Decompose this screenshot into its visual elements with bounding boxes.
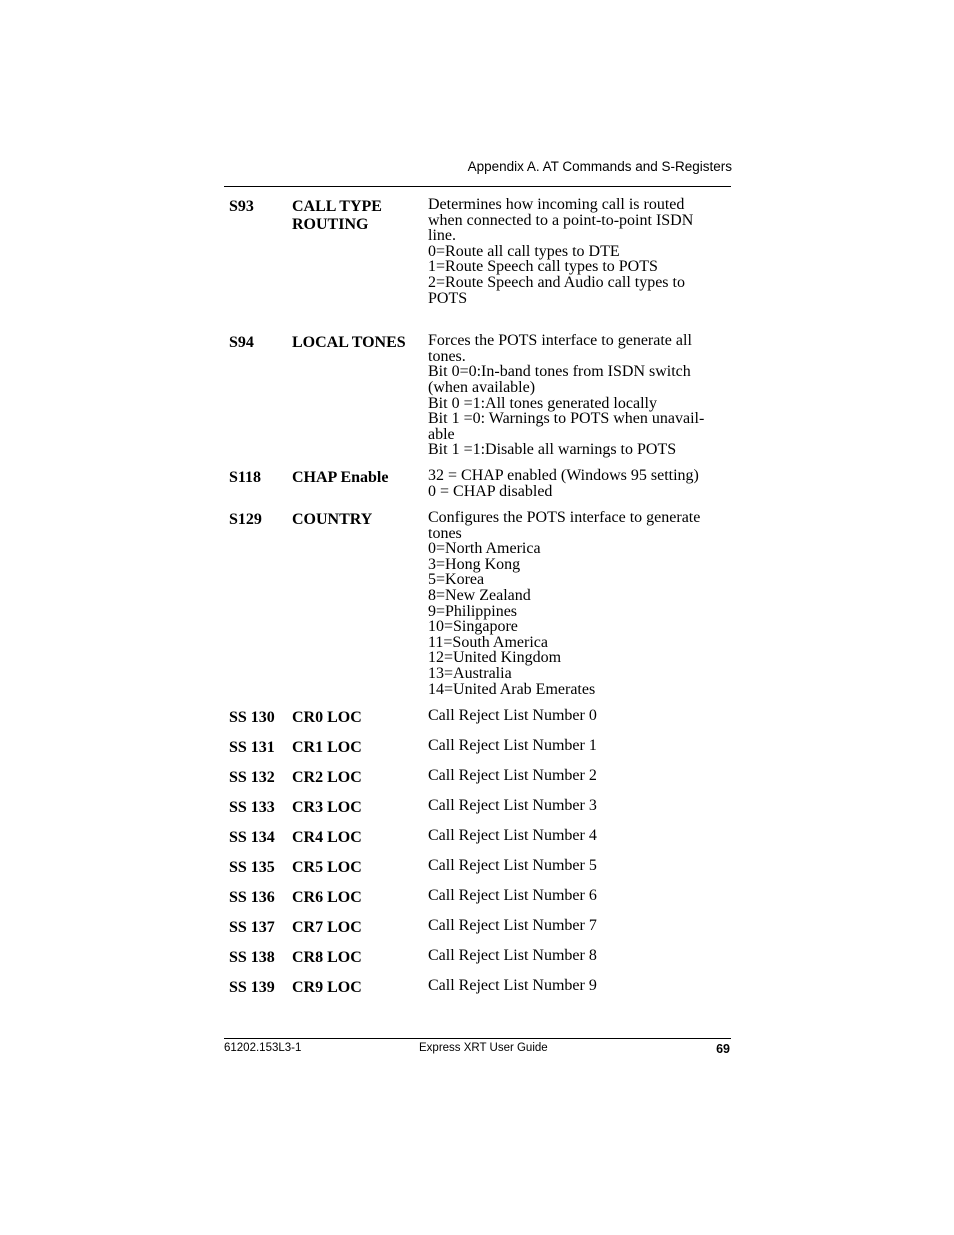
description-line: Call Reject List Number 2 bbox=[428, 767, 597, 785]
register-row bbox=[229, 333, 729, 458]
description-line: Bit 1 =0: Warnings to POTS when unavail- bbox=[428, 410, 705, 428]
description-line: 8=New Zealand bbox=[428, 587, 531, 605]
register-name-line: CR0 LOC bbox=[292, 709, 362, 727]
description-line: Determines how incoming call is routed bbox=[428, 196, 685, 213]
register-id: S129 bbox=[229, 511, 262, 529]
register-name-line: CALL TYPE bbox=[292, 198, 382, 215]
description-line: tones. bbox=[428, 347, 466, 365]
description-line: tones bbox=[428, 524, 462, 542]
description-line: Call Reject List Number 4 bbox=[428, 827, 597, 845]
register-description bbox=[428, 708, 729, 727]
register-row bbox=[229, 738, 729, 757]
register-name bbox=[292, 333, 428, 458]
description-line: 32 = CHAP enabled (Windows 95 setting) bbox=[428, 466, 699, 484]
description-line: 3=Hong Kong bbox=[428, 555, 521, 573]
register-name bbox=[292, 708, 428, 727]
register-name-line: CHAP Enable bbox=[292, 468, 389, 486]
register-name-line: CR6 LOC bbox=[292, 889, 362, 907]
register-id: SS 131 bbox=[229, 739, 275, 757]
register-id: S118 bbox=[229, 468, 262, 486]
register-row bbox=[229, 768, 729, 787]
register-name bbox=[292, 510, 428, 697]
register-name-line: LOCAL TONES bbox=[292, 334, 406, 352]
register-name-line: ROUTING bbox=[292, 216, 369, 233]
description-line: 11=South America bbox=[428, 633, 548, 651]
register-name bbox=[292, 888, 428, 907]
register-name-line: CR1 LOC bbox=[292, 739, 362, 757]
register-description bbox=[428, 858, 729, 877]
register-id: SS 130 bbox=[229, 709, 275, 727]
register-row bbox=[229, 978, 729, 997]
description-line: (when available) bbox=[428, 378, 536, 396]
description-line: 5=Korea bbox=[428, 571, 485, 589]
register-name bbox=[292, 738, 428, 757]
document-number: 61202.153L3-1 bbox=[224, 1042, 302, 1054]
description-line: Call Reject List Number 5 bbox=[428, 857, 597, 875]
register-row bbox=[229, 708, 729, 727]
description-line: Call Reject List Number 0 bbox=[428, 707, 597, 725]
register-row bbox=[229, 948, 729, 967]
header-divider bbox=[224, 186, 731, 187]
register-row bbox=[229, 468, 729, 499]
register-name bbox=[292, 858, 428, 877]
register-name-line: CR8 LOC bbox=[292, 949, 362, 967]
register-id: SS 139 bbox=[229, 979, 275, 997]
register-name bbox=[292, 918, 428, 937]
description-line: 1=Route Speech call types to POTS bbox=[428, 258, 658, 276]
description-line: Forces the POTS interface to generate all bbox=[428, 332, 692, 350]
page-number: 69 bbox=[716, 1042, 730, 1056]
description-line: Call Reject List Number 7 bbox=[428, 917, 597, 935]
register-name bbox=[292, 798, 428, 817]
register-description bbox=[428, 798, 729, 817]
description-line: 0=North America bbox=[428, 540, 541, 558]
description-line: 0=Route all call types to DTE bbox=[428, 242, 620, 260]
register-id: SS 136 bbox=[229, 889, 275, 907]
register-name-line: CR5 LOC bbox=[292, 859, 362, 877]
description-line: line. bbox=[428, 227, 456, 245]
description-line: Bit 0 =1:All tones generated locally bbox=[428, 394, 657, 412]
register-id: SS 134 bbox=[229, 829, 275, 847]
register-table bbox=[229, 197, 729, 997]
register-description bbox=[428, 510, 729, 697]
register-id: SS 138 bbox=[229, 949, 275, 967]
register-id: SS 133 bbox=[229, 799, 275, 817]
register-description bbox=[428, 768, 729, 787]
register-name bbox=[292, 768, 428, 787]
guide-title: Express XRT User Guide bbox=[419, 1042, 548, 1054]
register-name-line: CR9 LOC bbox=[292, 979, 362, 997]
register-description bbox=[428, 978, 729, 997]
register-row bbox=[229, 918, 729, 937]
register-name-line: COUNTRY bbox=[292, 511, 373, 529]
register-name bbox=[292, 948, 428, 967]
register-description bbox=[428, 738, 729, 757]
register-id: SS 137 bbox=[229, 919, 275, 937]
register-row bbox=[229, 888, 729, 907]
running-header: Appendix A. AT Commands and S-Registers bbox=[467, 159, 732, 174]
description-line: Bit 1 =1:Disable all warnings to POTS bbox=[428, 441, 677, 459]
register-description bbox=[428, 197, 729, 306]
register-row bbox=[229, 510, 729, 697]
description-line: when connected to a point-to-point ISDN bbox=[428, 211, 694, 229]
description-line: 2=Route Speech and Audio call types to bbox=[428, 273, 685, 291]
register-name bbox=[292, 468, 428, 499]
description-line: Call Reject List Number 9 bbox=[428, 977, 597, 995]
description-line: 0 = CHAP disabled bbox=[428, 482, 553, 500]
register-name-line: CR4 LOC bbox=[292, 829, 362, 847]
register-name-line: CR2 LOC bbox=[292, 769, 362, 787]
register-name bbox=[292, 197, 428, 306]
description-line: Call Reject List Number 6 bbox=[428, 887, 597, 905]
description-line: 9=Philippines bbox=[428, 602, 518, 620]
register-row bbox=[229, 798, 729, 817]
footer-divider bbox=[224, 1038, 731, 1039]
register-description bbox=[428, 918, 729, 937]
description-line: 10=Singapore bbox=[428, 618, 518, 636]
register-row bbox=[229, 828, 729, 847]
description-line: Call Reject List Number 3 bbox=[428, 797, 597, 815]
description-line: Call Reject List Number 8 bbox=[428, 947, 597, 965]
description-line: able bbox=[428, 425, 455, 443]
register-name bbox=[292, 978, 428, 997]
register-row bbox=[229, 197, 729, 306]
register-id: S93 bbox=[229, 198, 254, 215]
description-line: 12=United Kingdom bbox=[428, 649, 562, 667]
description-line: 13=Australia bbox=[428, 665, 512, 683]
description-line: Configures the POTS interface to generate bbox=[428, 509, 701, 527]
register-id: SS 135 bbox=[229, 859, 275, 877]
description-line: 14=United Arab Emerates bbox=[428, 680, 596, 698]
description-line: POTS bbox=[428, 289, 468, 307]
description-line: Bit 0=0:In-band tones from ISDN switch bbox=[428, 363, 691, 381]
register-id: SS 132 bbox=[229, 769, 275, 787]
register-name bbox=[292, 828, 428, 847]
register-description bbox=[428, 828, 729, 847]
register-name-line: CR7 LOC bbox=[292, 919, 362, 937]
register-name-line: CR3 LOC bbox=[292, 799, 362, 817]
description-line: Call Reject List Number 1 bbox=[428, 737, 597, 755]
register-description bbox=[428, 333, 729, 458]
register-id: S94 bbox=[229, 334, 254, 352]
register-description bbox=[428, 888, 729, 907]
register-description bbox=[428, 948, 729, 967]
register-description bbox=[428, 468, 729, 499]
register-row bbox=[229, 858, 729, 877]
